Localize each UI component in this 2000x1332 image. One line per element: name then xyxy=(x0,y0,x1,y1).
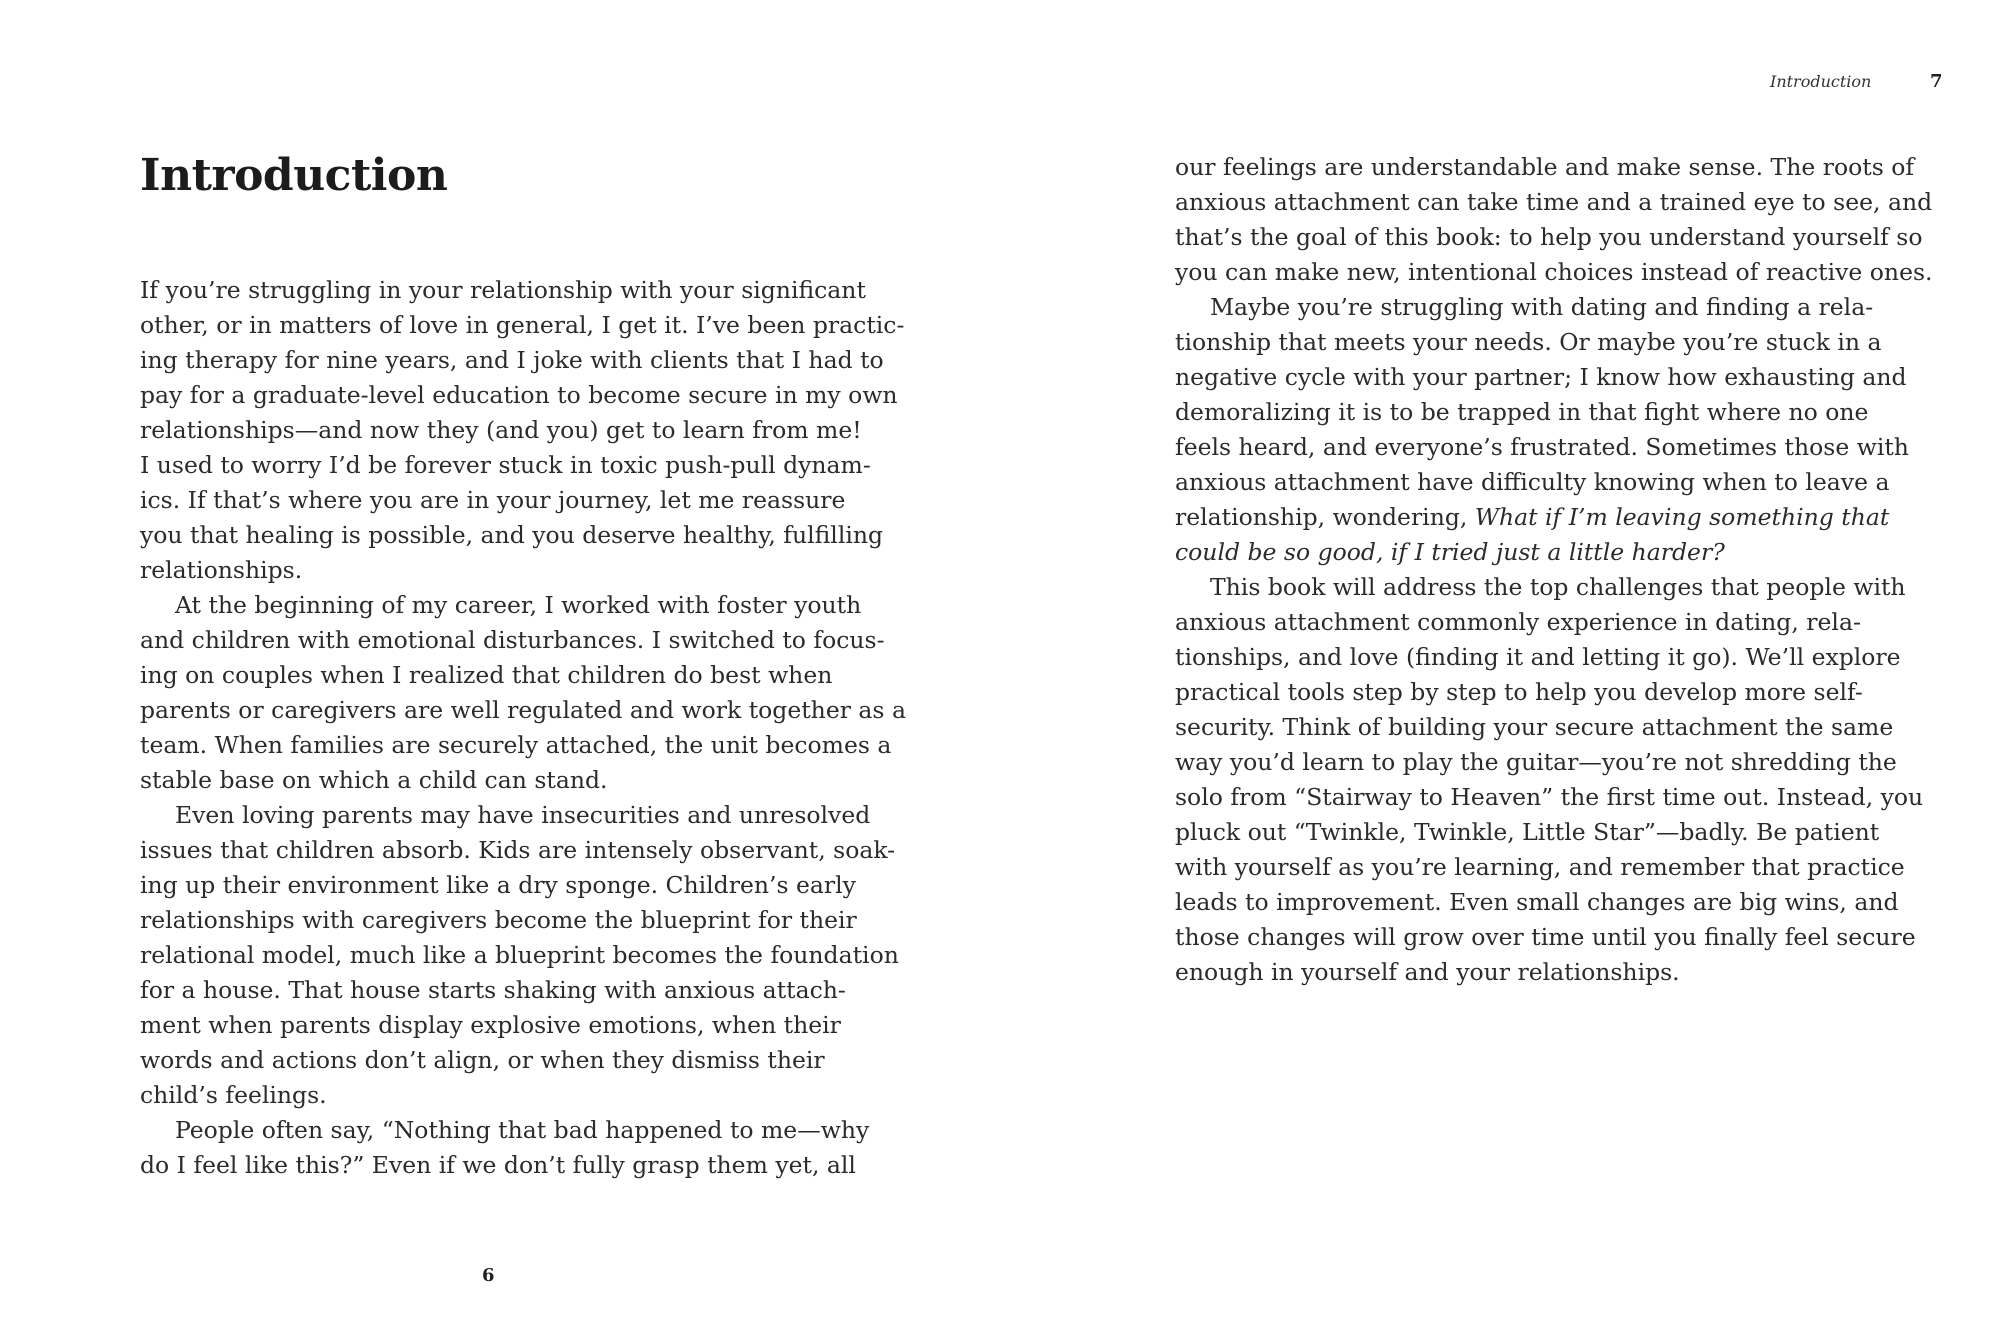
text-line: feels heard, and everyone’s frustrated. Sometimes those with xyxy=(1175,433,1909,461)
text-line: leads to improvement. Even small changes are big wins, and xyxy=(1175,888,1899,916)
text-line: People often say, “Nothing that bad happened to me—why xyxy=(175,1116,870,1144)
text-line: words and actions don’t align, or when they dismiss their xyxy=(140,1046,825,1074)
right-page xyxy=(1000,0,2000,1332)
text-line: those changes will grow over time until you finally feel secure xyxy=(1175,923,1916,951)
running-head: Introduction xyxy=(1770,72,1872,91)
chapter-title: Introduction xyxy=(140,150,448,201)
text-line: team. When families are securely attached, the unit becomes a xyxy=(140,731,892,759)
text-line: way you’d learn to play the guitar—you’re not shredding the xyxy=(1175,748,1897,776)
text-line: demoralizing it is to be trapped in that fight where no one xyxy=(1175,398,1869,426)
text-line: relationships with caregivers become the blueprint for their xyxy=(140,906,857,934)
text-line: with yourself as you’re learning, and remember that practice xyxy=(1175,853,1905,881)
text-line: enough in yourself and your relationships. xyxy=(1175,958,1680,986)
text-line: ing on couples when I realized that children do best when xyxy=(140,661,833,689)
page-number: 7 xyxy=(1930,71,1943,92)
text-line: stable base on which a child can stand. xyxy=(140,766,608,794)
text-line: for a house. That house starts shaking with anxious attach- xyxy=(140,976,846,1004)
text-line: relationships—and now they (and you) get to learn from me! xyxy=(140,416,862,444)
text-line: and children with emotional disturbances. I switched to focus- xyxy=(140,626,885,654)
text-line: This book will address the top challenges that people with xyxy=(1210,573,1906,601)
text-line: ment when parents display explosive emotions, when their xyxy=(140,1011,841,1039)
text-line: negative cycle with your partner; I know how exhausting and xyxy=(1175,363,1907,391)
text-line: security. Think of building your secure attachment the same xyxy=(1175,713,1894,741)
text-line: ing therapy for nine years, and I joke with clients that I had to xyxy=(140,346,884,374)
italic-text-segment: could be so good, if I tried just a little harder? xyxy=(1175,538,1725,566)
text-line: pluck out “Twinkle, Twinkle, Little Star”—badly. Be patient xyxy=(1175,818,1880,846)
text-line: If you’re struggling in your relationship with your significant xyxy=(140,276,866,304)
text-line: I used to worry I’d be forever stuck in toxic push-pull dynam- xyxy=(140,451,871,479)
text-line: Even loving parents may have insecurities and unresolved xyxy=(175,801,871,829)
text-line: you that healing is possible, and you deserve healthy, fulfilling xyxy=(140,521,884,549)
text-line: our feelings are understandable and make sense. The roots of xyxy=(1175,153,1915,181)
text-line: relationships. xyxy=(140,556,303,584)
text-line: tionship that meets your needs. Or maybe you’re stuck in a xyxy=(1175,328,1882,356)
italic-text-segment: What if I’m leaving something that xyxy=(1474,503,1890,531)
text-line: ics. If that’s where you are in your journey, let me reassure xyxy=(140,486,846,514)
text-line: do I feel like this?” Even if we don’t fully grasp them yet, all xyxy=(140,1151,856,1179)
text-line: pay for a graduate-level education to become secure in my own xyxy=(140,381,898,409)
text-line: At the beginning of my career, I worked with foster youth xyxy=(175,591,862,619)
text-line: anxious attachment have difficulty knowing when to leave a xyxy=(1175,468,1890,496)
text-line: practical tools step by step to help you develop more self- xyxy=(1175,678,1863,706)
text-line xyxy=(1175,500,1889,535)
page-number: 6 xyxy=(482,1265,495,1286)
text-line: issues that children absorb. Kids are intensely observant, soak- xyxy=(140,836,896,864)
text-line: anxious attachment can take time and a trained eye to see, and xyxy=(1175,188,1933,216)
text-segment: relationship, wondering, xyxy=(1175,503,1475,531)
text-line: Maybe you’re struggling with dating and finding a rela- xyxy=(1210,293,1874,321)
text-line xyxy=(1175,535,1725,570)
text-line: solo from “Stairway to Heaven” the first time out. Instead, you xyxy=(1175,783,1924,811)
text-line: tionships, and love (finding it and letting it go). We’ll explore xyxy=(1175,643,1901,671)
text-line: child’s feelings. xyxy=(140,1081,327,1109)
text-line: anxious attachment commonly experience in dating, rela- xyxy=(1175,608,1861,636)
text-line: ing up their environment like a dry sponge. Children’s early xyxy=(140,871,856,899)
text-line: that’s the goal of this book: to help you understand yourself so xyxy=(1175,223,1923,251)
text-line: you can make new, intentional choices instead of reactive ones. xyxy=(1175,258,1933,286)
text-line: other, or in matters of love in general, I get it. I’ve been practic- xyxy=(140,311,905,339)
text-line: parents or caregivers are well regulated and work together as a xyxy=(140,696,906,724)
text-line: relational model, much like a blueprint becomes the foundation xyxy=(140,941,899,969)
